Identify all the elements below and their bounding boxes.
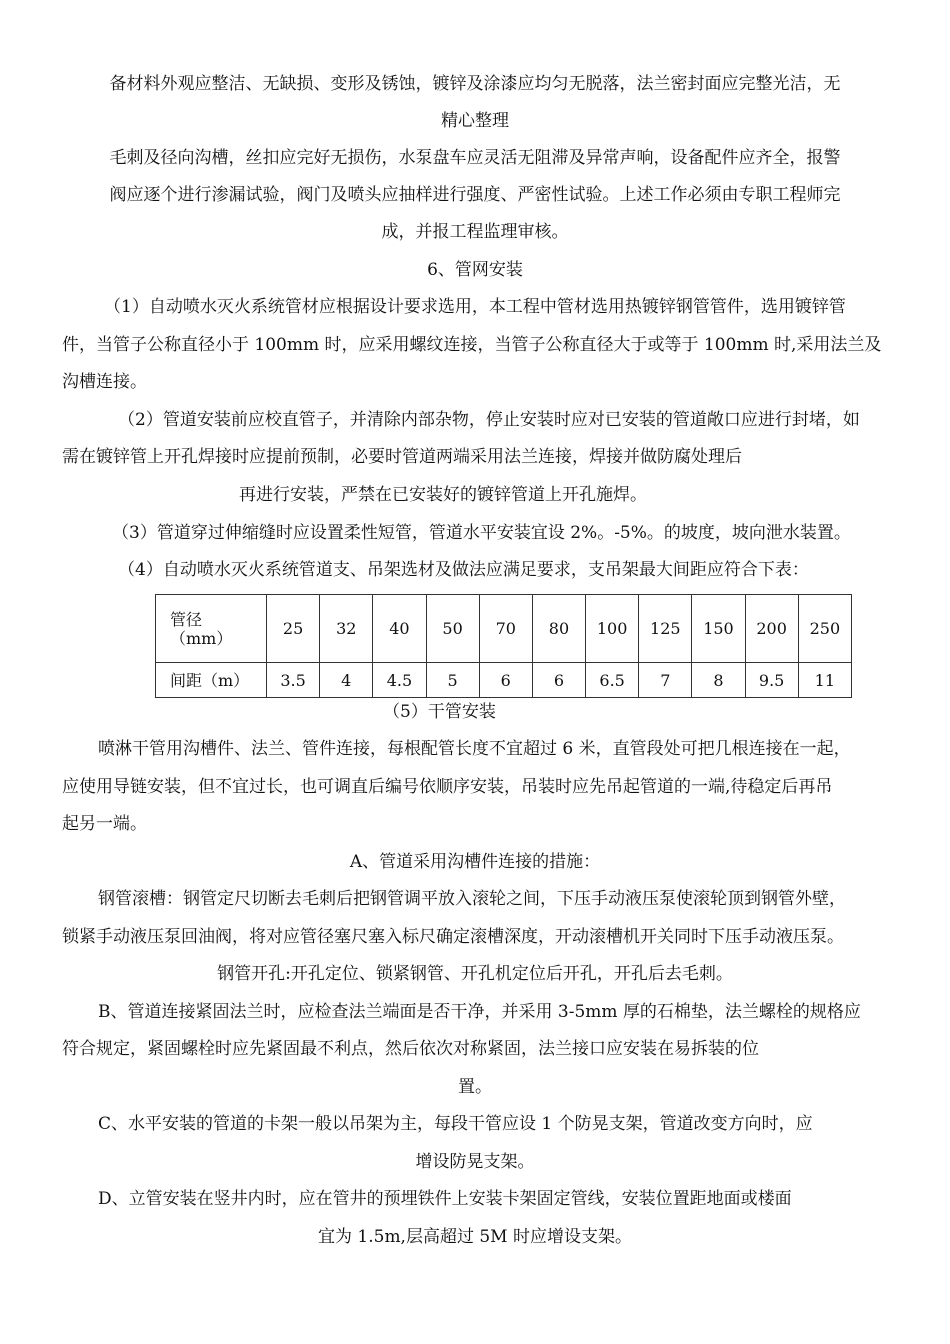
paragraph-line: 应使用导链安装，但不宜过长，也可调直后编号依顺序安装，吊装时应先吊起管道的一端,待稳定后再吊	[62, 777, 833, 797]
paragraph-line: 需在镀锌管上开孔焊接时应提前预制，必要时管道两端采用法兰连接，焊接并做防腐处理后	[62, 447, 742, 467]
header-unit: （mm）	[170, 628, 233, 648]
paragraph-line: 钢管开孔:开孔定位、锁紧钢管、开孔机定位后开孔，开孔后去毛刺。	[217, 964, 733, 984]
table-cell: 200	[745, 595, 798, 663]
paragraph-line: （4）自动喷水灭火系统管道支、吊架选材及做法应满足要求，支吊架最大间距应符合下表：	[118, 560, 809, 580]
table-cell: 4.5	[373, 663, 426, 698]
table-cell: 125	[639, 595, 692, 663]
paragraph-line: 再进行安装，严禁在已安装好的镀锌管道上开孔施焊。	[239, 485, 647, 505]
table-cell: 11	[798, 663, 851, 698]
table-header-cell: 间距（m）	[156, 663, 267, 698]
table-cell: 100	[586, 595, 639, 663]
table-cell: 40	[373, 595, 426, 663]
table-cell: 3.5	[267, 663, 320, 698]
watermark-text: 精心整理	[441, 111, 509, 131]
table-cell: 7	[639, 663, 692, 698]
paragraph-line: 成，并报工程监理审核。	[381, 222, 569, 242]
paragraph-line: （2）管道安装前应校直管子，并清除内部杂物，停止安装时应对已安装的管道敞口应进行封堵，如	[118, 410, 860, 430]
table-header-cell	[156, 595, 267, 663]
paragraph-line: （3）管道穿过伸缩缝时应设置柔性短管，管道水平安装宜设 2%。-5%。的坡度，坡向泄水装置。	[112, 523, 851, 543]
paragraph-line: 符合规定，紧固螺栓时应先紧固最不利点，然后依次对称紧固，法兰接口应安装在易拆装的位	[62, 1039, 759, 1059]
paragraph-line: 阀应逐个进行渗漏试验，阀门及喷头应抽样进行强度、严密性试验。上述工作必须由专职工程师完	[109, 185, 841, 205]
header-label: 管径	[170, 609, 203, 629]
table-cell: 6.5	[586, 663, 639, 698]
paragraph-line: 增设防晃支架。	[415, 1152, 535, 1172]
section-heading: 6、管网安装	[427, 260, 523, 280]
table-cell: 5	[426, 663, 479, 698]
table-cell: 25	[267, 595, 320, 663]
table-cell: 4	[320, 663, 373, 698]
paragraph-line: 锁紧手动液压泵回油阀，将对应管径塞尺塞入标尺确定滚槽深度，开动滚槽机开关同时下压手动液压泵。	[62, 927, 844, 947]
pipe-support-spacing-table	[155, 594, 852, 698]
paragraph-line: C、水平安装的管道的卡架一般以吊架为主，每段干管应设 1 个防晃支架，管道改变方向时，应	[98, 1114, 813, 1134]
table-cell: 70	[479, 595, 532, 663]
table-cell: 32	[320, 595, 373, 663]
paragraph-line: 喷淋干管用沟槽件、法兰、管件连接，每根配管长度不宜超过 6 米，直管段处可把几根连接在一起，	[98, 739, 851, 759]
section-heading: （5）干管安装	[383, 702, 496, 722]
table-cell: 9.5	[745, 663, 798, 698]
table-row-diameter	[156, 595, 852, 663]
paragraph-line: 沟槽连接。	[62, 372, 147, 392]
table-cell: 80	[532, 595, 585, 663]
table-cell: 6	[479, 663, 532, 698]
paragraph-line: 钢管滚槽：钢管定尺切断去毛刺后把钢管调平放入滚轮之间，下压手动液压泵使滚轮顶到钢管外壁，	[98, 889, 846, 909]
paragraph-line: B、管道连接紧固法兰时，应检查法兰端面是否干净，并采用 3-5mm 厚的石棉垫，法兰螺栓的规格应	[98, 1002, 861, 1022]
paragraph-line: 备材料外观应整洁、无缺损、变形及锈蚀，镀锌及涂漆应均匀无脱落，法兰密封面应完整光洁，无	[109, 74, 841, 94]
paragraph-line: 起另一端。	[62, 814, 147, 834]
paragraph-line: 置。	[458, 1077, 492, 1097]
table-cell: 150	[692, 595, 745, 663]
table-cell: 6	[532, 663, 585, 698]
paragraph-line: 宜为 1.5m,层高超过 5M 时应增设支架。	[318, 1227, 632, 1247]
table-cell: 8	[692, 663, 745, 698]
table-cell: 50	[426, 595, 479, 663]
table-row-spacing	[156, 663, 852, 698]
paragraph-line: 件，当管子公称直径小于 100mm 时，应采用螺纹连接，当管子公称直径大于或等于 100mm 时,采用法兰及	[62, 335, 882, 355]
section-heading: A、管道采用沟槽件连接的措施：	[349, 852, 601, 872]
paragraph-line: D、立管安装在竖井内时，应在管井的预埋铁件上安装卡架固定管线，安装位置距地面或楼面	[98, 1189, 792, 1209]
paragraph-line: 毛刺及径向沟槽，丝扣应完好无损伤，水泵盘车应灵活无阻滞及异常声响，设备配件应齐全，报警	[109, 148, 841, 168]
paragraph-line: （1）自动喷水灭火系统管材应根据设计要求选用，本工程中管材选用热镀锌钢管管件，选用镀锌管	[104, 297, 846, 317]
table-cell: 250	[798, 595, 851, 663]
